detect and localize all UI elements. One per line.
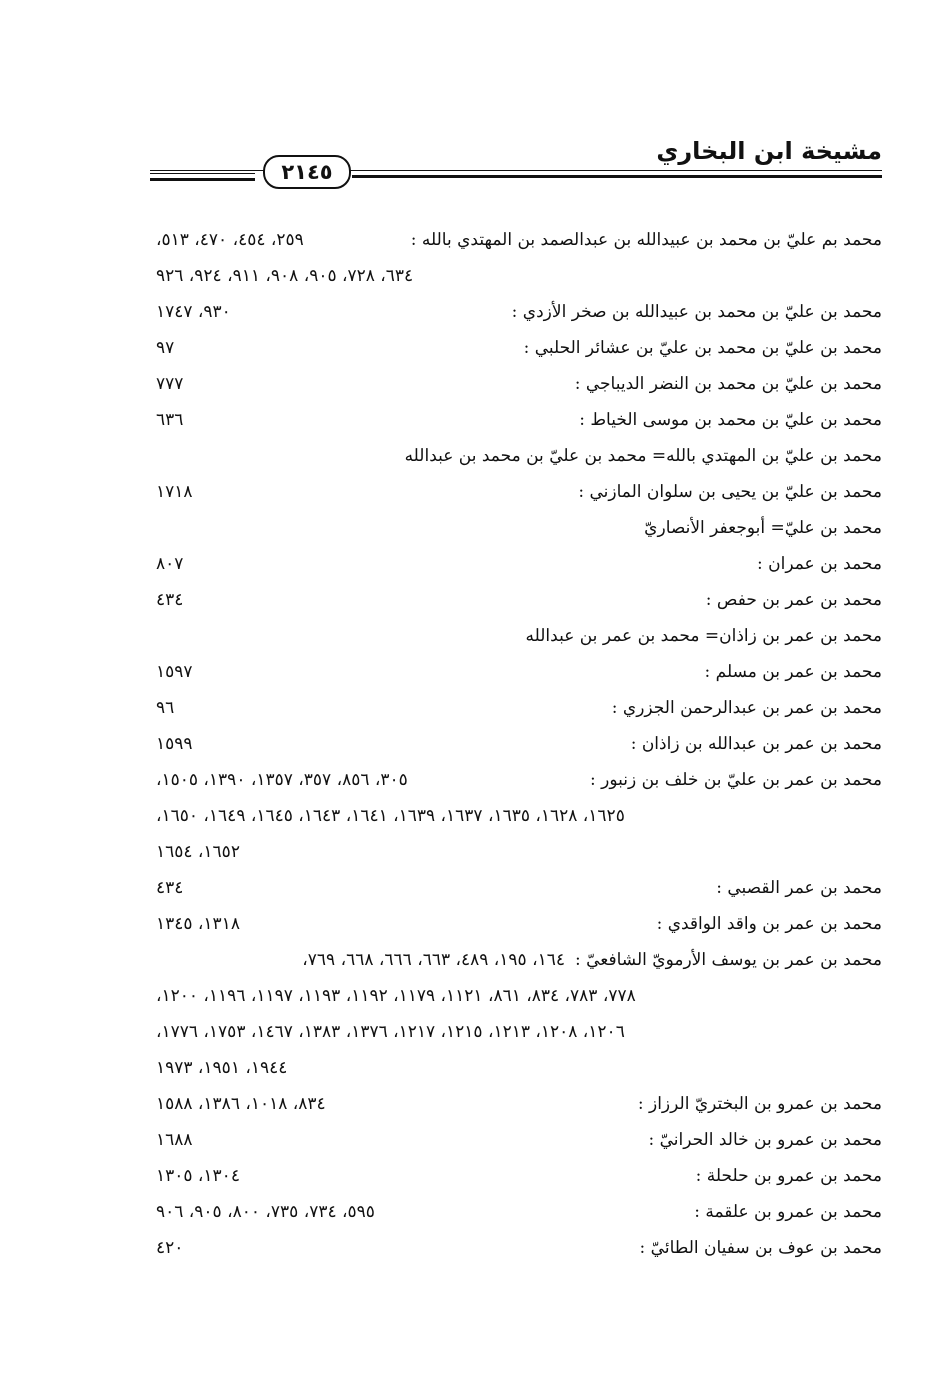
entry-continuation-line: [156, 798, 882, 834]
index-entry: [156, 618, 882, 654]
entry-name: محمد بم عليّ بن محمد بن عبيدالله بن عبدالصمد بن المهتدي بالله :: [410, 230, 882, 250]
entry-refs: ١٦٤، ١٩٥، ٤٨٩، ٦٦٣، ٦٦٦، ٦٦٨، ٧٦٩،: [302, 950, 565, 970]
entry-refs: ٤٣٤: [156, 590, 184, 610]
entry-first-line: [156, 294, 882, 330]
entry-continuation-line: [156, 1050, 882, 1086]
entry-first-line: [156, 438, 882, 474]
index-entry: [156, 942, 882, 1086]
entry-name: محمد بن عمرو بن حلحلة :: [695, 1166, 882, 1186]
entry-refs: ٧٧٧: [156, 374, 184, 394]
entry-name: محمد بن عمر بن يوسف الأرمويّ الشافعيّ :: [574, 950, 882, 970]
entry-name: محمد بن عمران :: [756, 554, 882, 574]
entry-refs: ١٧١٨: [156, 482, 193, 502]
entry-name: محمد بن عمر بن واقد الواقدي :: [656, 914, 882, 934]
entry-name: محمد بن عمرو بن البختريّ الرزاز :: [637, 1094, 882, 1114]
entry-first-line: [156, 582, 882, 618]
entry-first-line: [156, 1122, 882, 1158]
entry-first-line: [156, 618, 882, 654]
entry-refs-continued: ٧٧٨، ٧٨٣، ٨٣٤، ٨٦١، ١١٢١، ١١٧٩، ١١٩٢، ١١٩٣، ١١٩٧، ١١٩٦، ١٢٠٠،: [156, 986, 636, 1006]
entry-first-line: [156, 222, 882, 258]
entry-refs-continued: ١٦٥٢، ١٦٥٤: [156, 842, 240, 862]
entry-name: محمد بن عمر بن عبدالله بن زاذان :: [630, 734, 882, 754]
index-entry: [156, 1122, 882, 1158]
running-title: مشيخة ابن البخاري: [656, 137, 882, 165]
entry-name: محمد بن عمر بن مسلم :: [704, 662, 882, 682]
entry-name: محمد بن عمر بن حفص :: [705, 590, 882, 610]
index-entry: [156, 330, 882, 366]
entry-name: محمد بن عليّ بن محمد بن عليّ بن عشائر الحلبي :: [523, 338, 882, 358]
entry-first-line: [156, 402, 882, 438]
index-entry: [156, 474, 882, 510]
index-entry: [156, 438, 882, 474]
entry-name: محمد بن عمر القصبي :: [716, 878, 882, 898]
index-entry: [156, 1158, 882, 1194]
index-entry: [156, 366, 882, 402]
entry-name: محمد بن عليّ بن محمد بن عبيدالله بن صخر الأزدي :: [511, 302, 882, 322]
entry-first-line: [156, 942, 882, 978]
index-entry: [156, 1194, 882, 1230]
entry-name: محمد بن عوف بن سفيان الطائيّ :: [639, 1238, 882, 1258]
entry-name-with-refs: [302, 942, 882, 978]
page-header: [150, 135, 882, 187]
entry-first-line: [156, 870, 882, 906]
entry-refs: ٩٣٠، ١٧٤٧: [156, 302, 231, 322]
entry-first-line: [156, 906, 882, 942]
entry-name: محمد بن عليّ بن محمد بن موسى الخياط :: [579, 410, 882, 430]
entry-name: محمد بن عليّ= أبوجعفر الأنصاريّ: [644, 518, 882, 538]
entry-refs-continued: ١٢٠٦، ١٢٠٨، ١٢١٣، ١٢١٥، ١٢١٧، ١٣٧٦، ١٣٨٣، ١٤٦٧، ١٧٥٣، ١٧٧٦،: [156, 1022, 625, 1042]
entry-refs: ٥٩٥، ٧٣٤، ٧٣٥، ٨٠٠، ٩٠٥، ٩٠٦: [156, 1202, 375, 1222]
entry-refs: ٣٠٥، ٨٥٦، ٣٥٧، ١٣٥٧، ١٣٩٠، ١٥٠٥،: [156, 770, 408, 790]
index-entry: [156, 654, 882, 690]
entry-continuation-line: [156, 978, 882, 1014]
entry-refs: ٩٧: [156, 338, 175, 358]
entry-name: محمد بن عليّ بن المهتدي بالله= محمد بن عليّ بن محمد بن عبدالله: [404, 446, 882, 466]
entry-first-line: [156, 1086, 882, 1122]
entry-refs: ٦٣٦: [156, 410, 184, 430]
entry-first-line: [156, 690, 882, 726]
entry-refs: ١٥٩٧: [156, 662, 193, 682]
entry-first-line: [156, 546, 882, 582]
index-entry: [156, 726, 882, 762]
entry-first-line: [156, 654, 882, 690]
entry-name: محمد بن عمر بن عليّ بن خلف بن زنبور :: [590, 770, 882, 790]
entry-refs: ٨٣٤، ١٠١٨، ١٣٨٦، ١٥٨٨: [156, 1094, 326, 1114]
entry-continuation-line: [156, 1014, 882, 1050]
entry-first-line: [156, 1158, 882, 1194]
entry-refs: ٢٥٩، ٤٥٤، ٤٧٠، ٥١٣،: [156, 230, 304, 250]
entry-refs-continued: ١٦٢٥، ١٦٢٨، ١٦٣٥، ١٦٣٧، ١٦٣٩، ١٦٤١، ١٦٤٣، ١٦٤٥، ١٦٤٩، ١٦٥٠،: [156, 806, 625, 826]
entry-continuation-line: [156, 834, 882, 870]
entry-name: محمد بن عمر بن عبدالرحمن الجزري :: [611, 698, 882, 718]
index-entry: [156, 582, 882, 618]
index-entry: [156, 294, 882, 330]
entry-first-line: [156, 510, 882, 546]
entry-first-line: [156, 762, 882, 798]
index-entry: [156, 906, 882, 942]
entry-name: محمد بن عمرو بن علقمة :: [694, 1202, 882, 1222]
index-entries: [156, 222, 882, 1266]
index-entry: [156, 762, 882, 870]
entry-name: محمد بن عمر بن زاذان= محمد بن عمر بن عبدالله: [525, 626, 882, 646]
index-entry: [156, 870, 882, 906]
index-entry: [156, 510, 882, 546]
index-entry: [156, 222, 882, 294]
entry-first-line: [156, 330, 882, 366]
header-rule-thin: [150, 170, 882, 171]
entry-refs: ١٥٩٩: [156, 734, 193, 754]
entry-refs: ١٣١٨، ١٣٤٥: [156, 914, 240, 934]
header-rule-left: [150, 173, 255, 181]
index-entry: [156, 690, 882, 726]
entry-refs-continued: ٦٣٤، ٧٢٨، ٩٠٥، ٩٠٨، ٩١١، ٩٢٤، ٩٢٦: [156, 266, 414, 286]
entry-first-line: [156, 474, 882, 510]
page-number: ٢١٤٥: [263, 155, 351, 189]
entry-name: محمد بن عليّ بن محمد بن النضر الديباجي :: [574, 374, 882, 394]
index-entry: [156, 402, 882, 438]
entry-first-line: [156, 1230, 882, 1266]
entry-name: محمد بن عمرو بن خالد الحرانيّ :: [648, 1130, 882, 1150]
index-entry: [156, 1086, 882, 1122]
index-entry: [156, 546, 882, 582]
entry-refs: ٤٣٤: [156, 878, 184, 898]
entry-refs: ١٣٠٤، ١٣٠٥: [156, 1166, 240, 1186]
entry-refs-continued: ١٩٤٤، ١٩٥١، ١٩٧٣: [156, 1058, 288, 1078]
entry-first-line: [156, 366, 882, 402]
entry-continuation-line: [156, 258, 882, 294]
entry-refs: ٨٠٧: [156, 554, 184, 574]
entry-name: محمد بن عليّ بن يحيى بن سلوان المازني :: [578, 482, 882, 502]
entry-first-line: [156, 726, 882, 762]
entry-first-line: [156, 1194, 882, 1230]
header-rule-thick: [352, 175, 882, 178]
entry-refs: ٤٢٠: [156, 1238, 184, 1258]
entry-refs: ١٦٨٨: [156, 1130, 193, 1150]
entry-refs: ٩٦: [156, 698, 175, 718]
index-entry: [156, 1230, 882, 1266]
